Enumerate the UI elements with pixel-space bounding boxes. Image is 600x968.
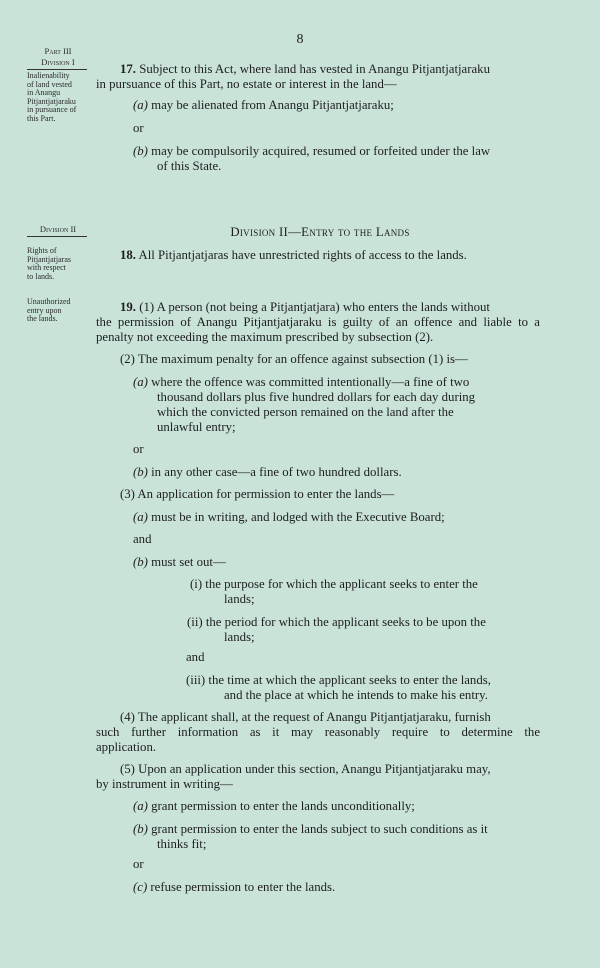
body-text: All Pitjantjatjaras have unrestricted rights of access to the lands.: [138, 248, 467, 262]
s19-ss5b-line1: [133, 822, 488, 837]
s17-para-b-line1: [133, 144, 490, 159]
s19-or: or: [133, 857, 144, 871]
s19-sub-iii-line2: and the place at which he intends to make his entry.: [224, 688, 488, 702]
margin-note-line: this Part.: [27, 113, 56, 123]
s19-ss2a-line1: [133, 375, 469, 390]
body-text: must set out—: [151, 555, 226, 569]
s19-ss2: (2) The maximum penalty for an offence against subsection (1) is—: [120, 352, 468, 366]
margin-division-label: Division II: [39, 224, 77, 234]
body-text: refuse permission to enter the lands.: [150, 880, 336, 894]
s19-ss4-line1: (4) The applicant shall, at the request of Anangu Pitjantjatjaraku, furnish: [120, 710, 491, 724]
s18-text: [120, 248, 467, 263]
s19-line1: [120, 300, 490, 315]
para-label: (b): [133, 144, 148, 158]
para-label: (a): [133, 799, 148, 813]
s19-and: and: [133, 532, 152, 546]
s19-ss4-line2: such further information as it may reasonably require to determine the: [96, 725, 540, 739]
margin-note-line: in Anangu: [27, 88, 61, 97]
page-number: 8: [296, 32, 304, 47]
section-number: 17.: [120, 62, 136, 76]
s19-line3: penalty not exceeding the maximum prescribed by subsection (2).: [96, 330, 434, 344]
margin-note-line: the lands.: [27, 314, 58, 323]
margin-note-line: Pitjantjatjaraku: [27, 96, 76, 106]
margin-note-line: of land vested: [27, 79, 72, 89]
s19-sub-i-line1: [190, 577, 478, 592]
body-text: grant permission to enter the lands subject to such conditions as it: [151, 822, 488, 836]
margin-rule: [27, 236, 87, 237]
s19-ss2b: [133, 465, 402, 480]
margin-note-s19: [27, 298, 89, 324]
body-text: (1) A person (not being a Pitjantjatjara) who enters the lands without: [139, 300, 490, 314]
margin-note-s18: [27, 247, 89, 281]
para-label: (b): [133, 822, 148, 836]
s19-ss2a-line4: unlawful entry;: [157, 420, 236, 434]
para-label: (b): [133, 555, 148, 569]
body-text: the purpose for which the applicant seeks to enter the: [205, 577, 478, 591]
s17-line1: [120, 62, 490, 77]
s17-line2: in pursuance of this Part, no estate or interest in the land—: [96, 77, 397, 91]
margin-note-line: Unauthorized: [27, 297, 71, 306]
s19-line2: the permission of Anangu Pitjantjatjaraku is guilty of an offence and liable to a: [96, 315, 540, 329]
body-text: may be alienated from Anangu Pitjantjatjaraku;: [151, 98, 394, 112]
s19-ss2a-line2: thousand dollars plus five hundred dollars for each day during: [157, 390, 476, 404]
s19-ss5c: [133, 880, 335, 895]
margin-note-line: Pitjantjatjaras: [27, 254, 71, 264]
section-number: 18.: [120, 248, 136, 262]
margin-note-line: Rights of: [27, 246, 57, 255]
margin-note-s17: [27, 72, 89, 123]
s19-ss5-line1: (5) Upon an application under this section, Anangu Pitjantjatjaraku may,: [120, 762, 491, 776]
margin-note-line: to lands.: [27, 271, 55, 281]
margin-note-line: entry upon: [27, 305, 62, 315]
para-label: (b): [133, 465, 148, 479]
s19-ss5b-line2: thinks fit;: [157, 837, 207, 851]
s17-para-b-line2: of this State.: [157, 159, 222, 173]
subpara-label: (ii): [187, 615, 203, 629]
s19-and: and: [186, 650, 205, 664]
para-label: (a): [133, 510, 148, 524]
s17-para-a: [133, 98, 394, 113]
s19-sub-i-line2: lands;: [224, 592, 255, 606]
body-text: in any other case—a fine of two hundred dollars.: [151, 465, 402, 479]
division-heading: Division II—Entry to the Lands: [230, 225, 410, 239]
s19-ss2a-line3: which the convicted person remained on the land after the: [157, 405, 454, 419]
para-label: (c): [133, 880, 148, 894]
s19-ss5a: [133, 799, 415, 814]
s19-sub-ii-line1: [187, 615, 486, 630]
body-text: the period for which the applicant seeks to be upon the: [205, 615, 486, 629]
section-number: 19.: [120, 300, 136, 314]
s19-or: or: [133, 442, 144, 456]
s19-sub-iii-line1: [186, 673, 491, 688]
margin-note-line: Inalienability: [27, 71, 70, 80]
body-text: may be compulsorily acquired, resumed or forfeited under the law: [151, 144, 491, 158]
body-text: grant permission to enter the lands unconditionally;: [151, 799, 415, 813]
body-text: the time at which the applicant seeks to enter the lands,: [208, 673, 491, 687]
margin-note-line: with respect: [27, 263, 66, 272]
s19-ss4-line3: application.: [96, 740, 157, 754]
para-label: (a): [133, 98, 148, 112]
s17-or: or: [133, 121, 144, 135]
body-text: Subject to this Act, where land has vested in Anangu Pitjantjatjaraku: [139, 62, 490, 76]
para-label: (a): [133, 375, 148, 389]
body-text: where the offence was committed intentionally—a fine of two: [151, 375, 470, 389]
margin-part-label: Part III: [44, 46, 72, 56]
s19-ss3b: [133, 555, 226, 570]
s19-ss3: (3) An application for permission to enter the lands—: [120, 487, 395, 501]
body-text: must be in writing, and lodged with the Executive Board;: [151, 510, 445, 524]
s19-sub-ii-line2: lands;: [224, 630, 255, 644]
margin-division-label: Division I: [41, 57, 75, 67]
margin-note-line: in pursuance of: [27, 105, 77, 114]
s19-ss3a: [133, 510, 445, 525]
subpara-label: (iii): [186, 673, 206, 687]
subpara-label: (i): [190, 577, 203, 591]
margin-rule: [27, 69, 87, 70]
s19-ss5-line2: by instrument in writing—: [96, 777, 233, 791]
